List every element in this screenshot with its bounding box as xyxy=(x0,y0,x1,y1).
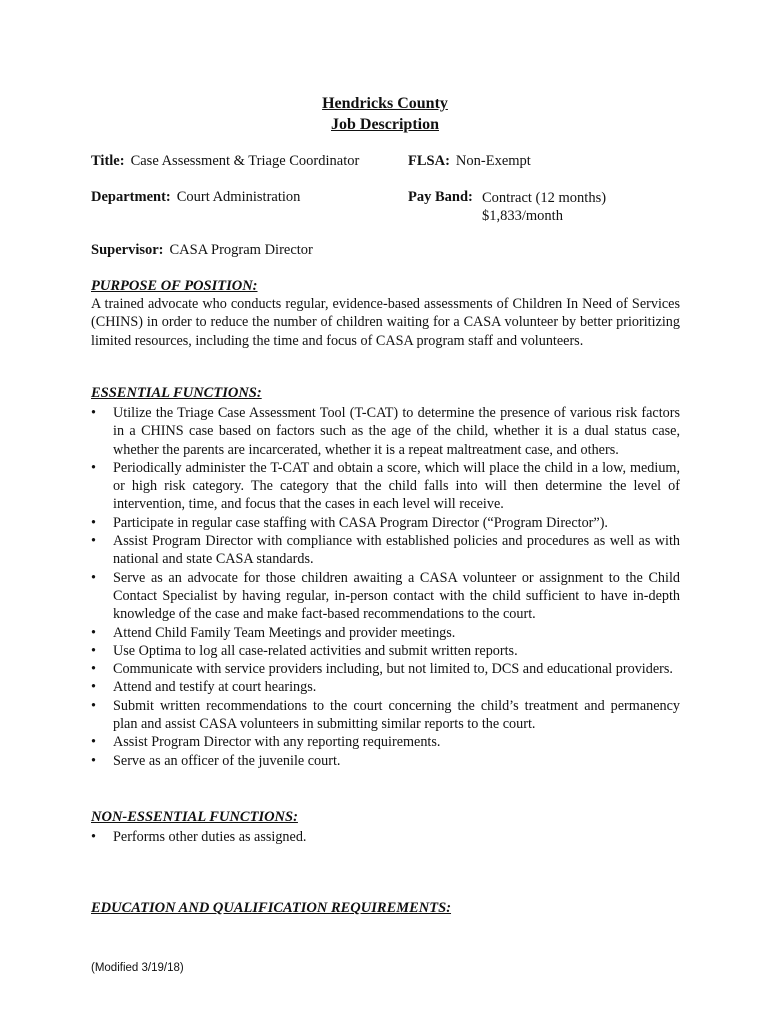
list-item xyxy=(91,660,680,678)
title-label: Title: xyxy=(91,153,125,169)
bullet-icon: • xyxy=(91,661,96,678)
list-item xyxy=(91,733,680,751)
bullet-icon: • xyxy=(91,569,96,586)
list-item xyxy=(91,828,680,846)
department-field xyxy=(91,189,300,206)
bullet-icon: • xyxy=(91,514,96,531)
list-item xyxy=(91,624,680,642)
list-item xyxy=(91,514,680,532)
bullet-icon: • xyxy=(91,642,96,659)
purpose-heading: PURPOSE OF POSITION: xyxy=(91,278,258,294)
modified-date-footer: (Modified 3/19/18) xyxy=(91,962,184,974)
title-field xyxy=(91,153,359,170)
purpose-text: A trained advocate who conducts regular, evidence-based assessments of Children In Need of Services (CHINS) in order to reduce the number of children waiting for a CASA volunteer by better prioritizing limited resources, including the time and focus of CASA program staff and volunteers. xyxy=(91,296,680,349)
list-item-text: Serve as an officer of the juvenile court. xyxy=(113,752,341,769)
bullet-icon: • xyxy=(91,624,96,641)
bullet-icon: • xyxy=(91,679,96,696)
list-item-text: Assist Program Director with compliance with established policies and procedures as well as with national and state CASA standards. xyxy=(113,533,680,568)
bullet-icon: • xyxy=(91,829,96,845)
essential-functions-list xyxy=(91,404,680,770)
list-item-text: Use Optima to log all case-related activities and submit written reports. xyxy=(113,642,518,659)
list-item xyxy=(91,752,680,770)
essential-heading: ESSENTIAL FUNCTIONS: xyxy=(91,385,262,401)
payband-label: Pay Band: xyxy=(408,189,473,205)
list-item xyxy=(91,678,680,696)
bullet-icon: • xyxy=(91,459,96,476)
payband-contract: Contract (12 months) xyxy=(482,190,607,206)
education-heading: EDUCATION AND QUALIFICATION REQUIREMENTS: xyxy=(91,900,452,916)
list-item-text: Assist Program Director with any reporting requirements. xyxy=(113,734,441,751)
bullet-icon: • xyxy=(91,533,96,550)
bullet-icon: • xyxy=(91,734,96,751)
nonessential-functions-list xyxy=(91,828,680,846)
payband-amount: $1,833/month xyxy=(482,208,563,224)
flsa-value: Non-Exempt xyxy=(455,153,531,169)
list-item-text: Participate in regular case staffing with CASA Program Director (“Program Director”). xyxy=(113,514,608,531)
list-item xyxy=(91,459,680,514)
list-item-text: Communicate with service providers including, but not limited to, DCS and educational providers. xyxy=(113,661,673,678)
supervisor-value: CASA Program Director xyxy=(169,242,313,258)
payband-value xyxy=(482,189,606,225)
list-item-text: Periodically administer the T-CAT and obtain a score, which will place the child in a low, medium, or high risk category. The category that the child falls into will then determine the level of intervention, time, and focus that the cases in each level will receive. xyxy=(113,459,680,513)
department-label: Department: xyxy=(91,189,171,205)
supervisor-field xyxy=(91,242,313,259)
list-item-text: Serve as an advocate for those children awaiting a CASA volunteer or assignment to the Child Contact Specialist by having regular, in-person contact with the child sufficient to have in-depth knowledge of the case and make fact-based recommendations to the court. xyxy=(113,569,680,623)
list-item xyxy=(91,697,680,734)
list-item xyxy=(91,404,680,459)
flsa-label: FLSA: xyxy=(408,153,450,169)
county-heading: Hendricks County xyxy=(322,95,448,112)
nonessential-heading: NON-ESSENTIAL FUNCTIONS: xyxy=(91,809,298,825)
list-item-text: Performs other duties as assigned. xyxy=(113,829,307,845)
list-item-text: Attend Child Family Team Meetings and provider meetings. xyxy=(113,624,456,641)
list-item xyxy=(91,532,680,569)
bullet-icon: • xyxy=(91,752,96,769)
bullet-icon: • xyxy=(91,405,96,421)
department-value: Court Administration xyxy=(176,189,301,205)
list-item-text: Utilize the Triage Case Assessment Tool (T-CAT) to determine the presence of various risk factors in a CHINS case based on factors such as the age of the child, whether it is a dual status case, whether the parents are incarcerated, whether it is a repeat maltreatment case, and others. xyxy=(113,405,680,458)
document-title: Job Description xyxy=(331,116,439,133)
list-item xyxy=(91,642,680,660)
flsa-field xyxy=(408,153,531,170)
supervisor-label: Supervisor: xyxy=(91,242,164,258)
list-item-text: Attend and testify at court hearings. xyxy=(113,679,317,696)
title-value: Case Assessment & Triage Coordinator xyxy=(130,153,360,169)
bullet-icon: • xyxy=(91,697,96,714)
payband-field xyxy=(408,189,479,206)
list-item xyxy=(91,569,680,624)
list-item-text: Submit written recommendations to the court concerning the child’s treatment and permanency plan and assist CASA volunteers in submitting similar reports to the court. xyxy=(113,697,680,733)
